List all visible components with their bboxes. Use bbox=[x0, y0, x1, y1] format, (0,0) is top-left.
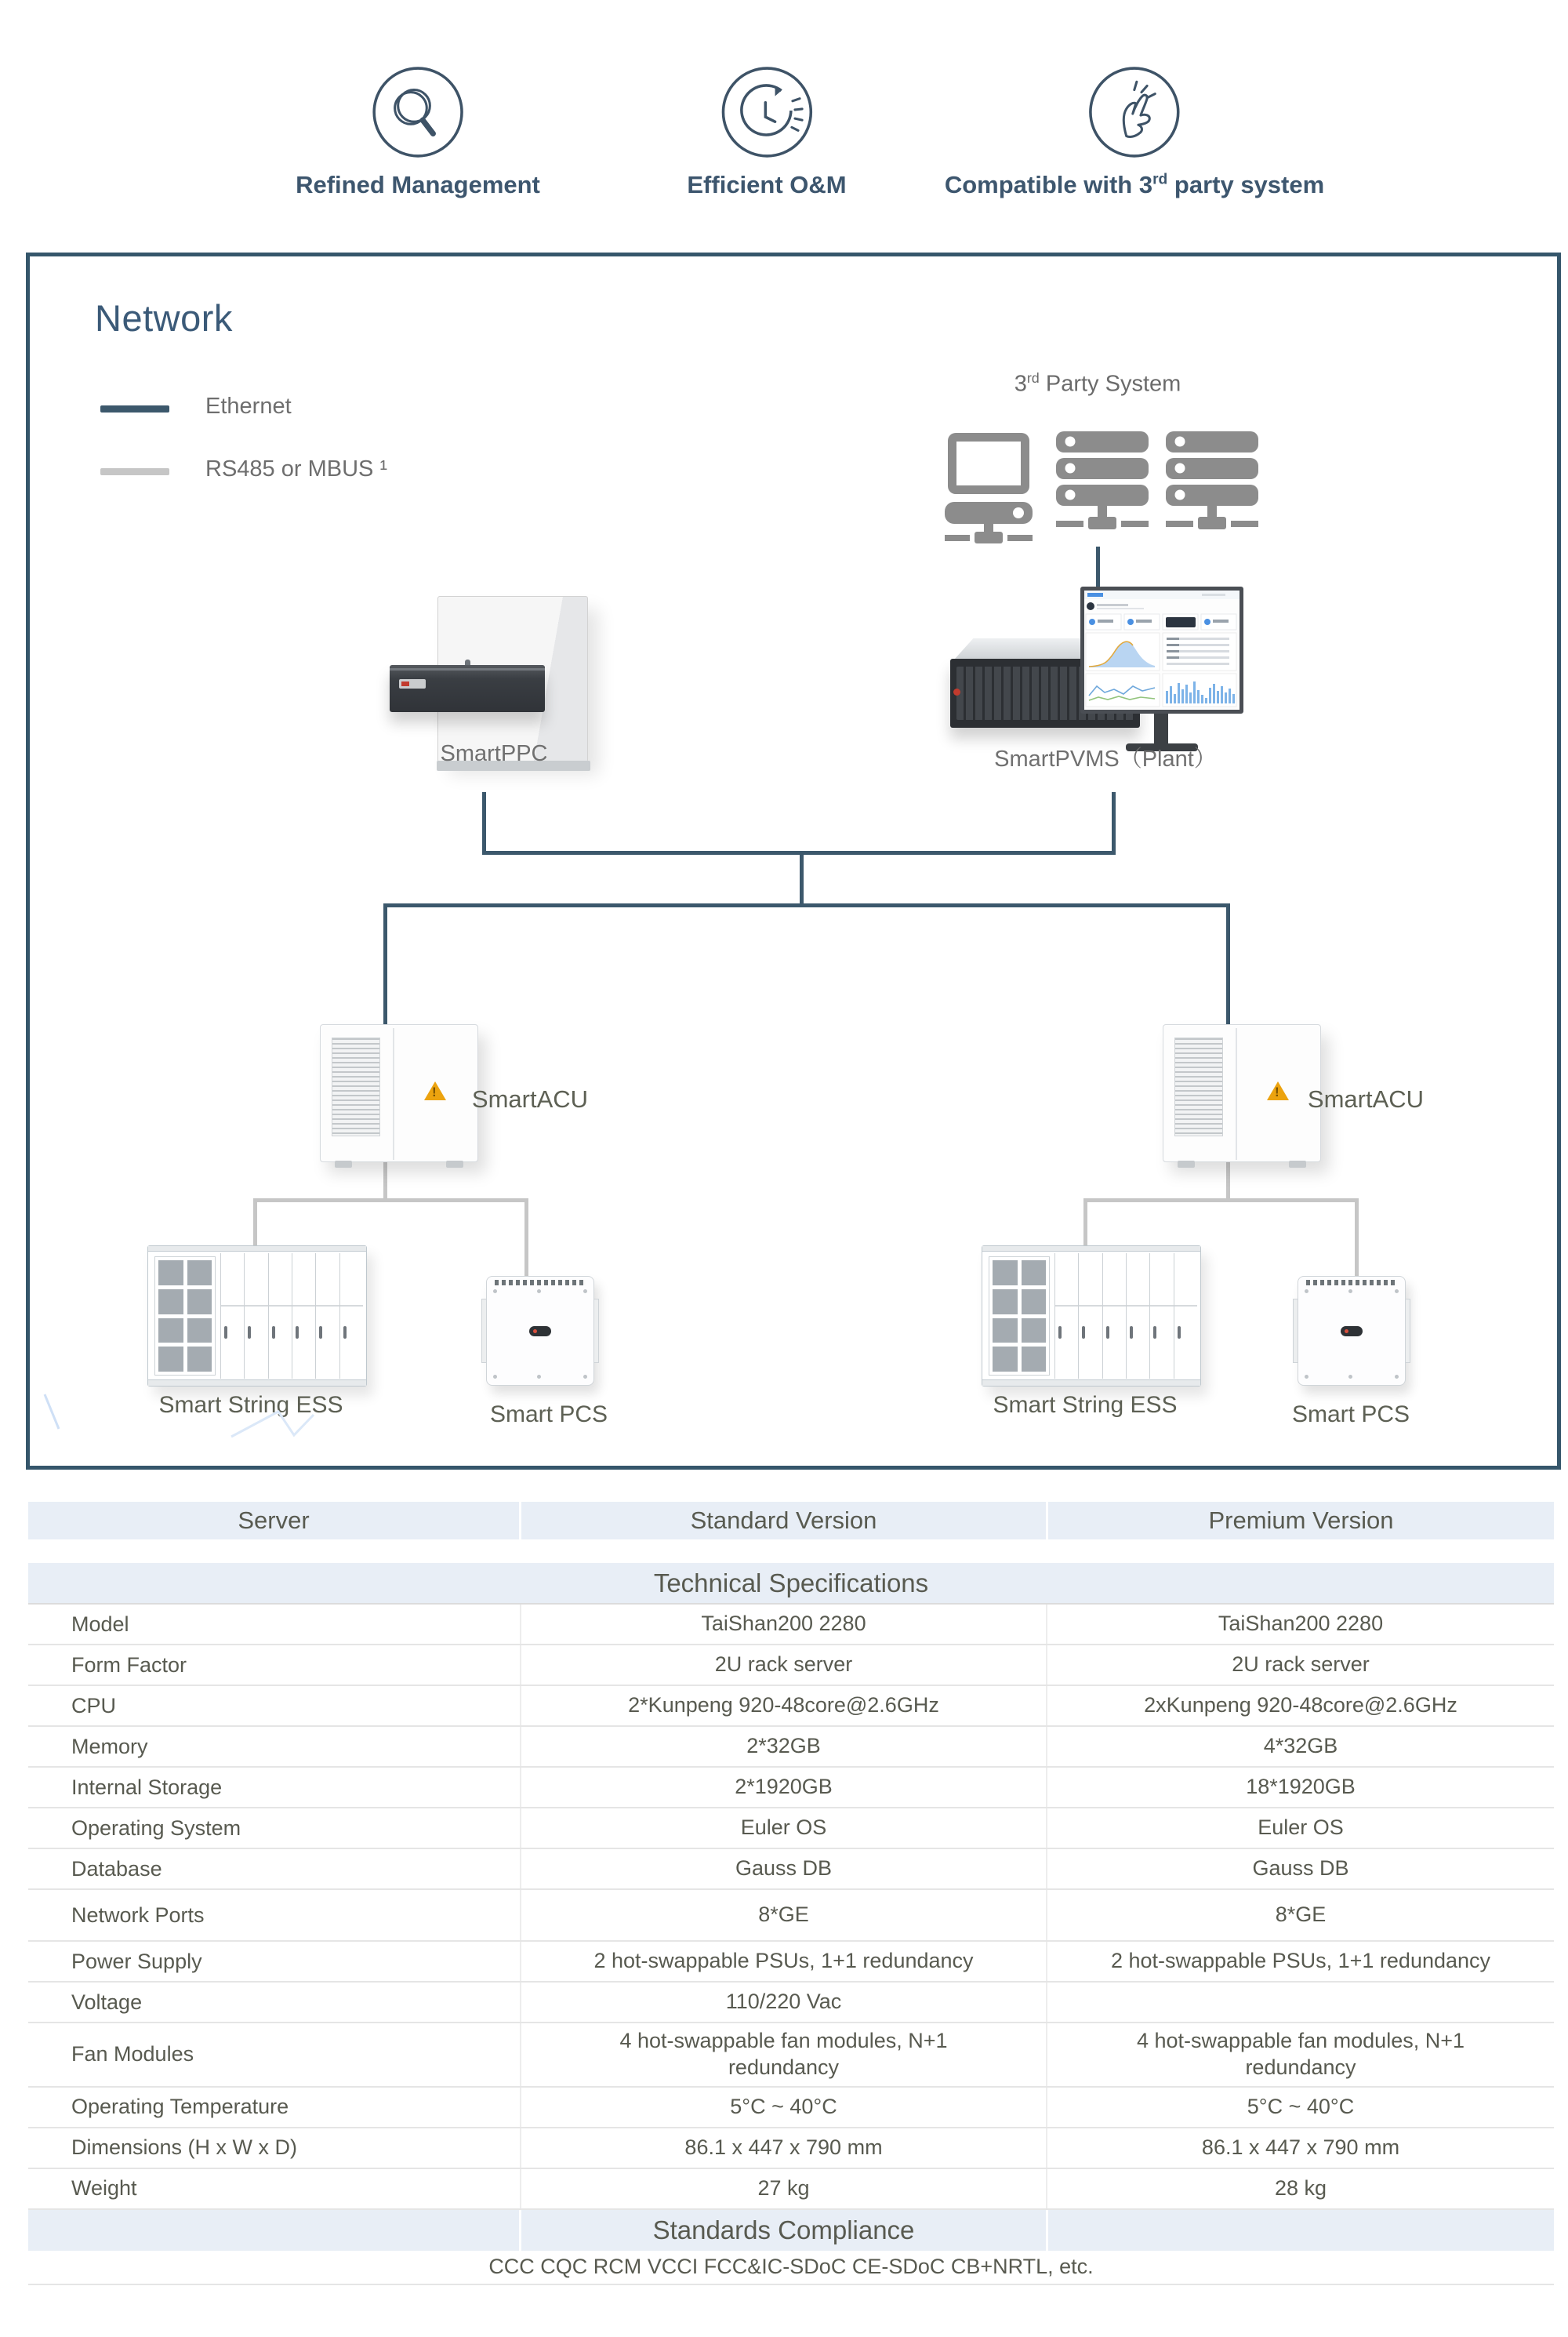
snap-fingers-icon bbox=[1087, 64, 1182, 160]
spec-cell: Network Ports bbox=[71, 1903, 205, 1927]
spec-cell: 28 kg bbox=[1046, 2169, 1554, 2208]
standards-compliance-band bbox=[28, 2210, 1554, 2251]
spec-row bbox=[28, 1727, 1554, 1768]
ess-right-label: Smart String ESS bbox=[993, 1392, 1178, 1418]
rs485-link bbox=[253, 1198, 528, 1202]
smart-pcs-right-image bbox=[1298, 1276, 1406, 1386]
smartacu-left-label: SmartACU bbox=[471, 1085, 589, 1113]
spec-cell: 2*32GB bbox=[520, 1727, 1046, 1766]
spec-row bbox=[28, 2128, 1554, 2169]
smartppc-server-image bbox=[390, 665, 545, 712]
spec-cell: Gauss DB bbox=[520, 1849, 1046, 1888]
spec-cell: 5°C ~ 40°C bbox=[520, 2088, 1046, 2127]
ethernet-link bbox=[1226, 907, 1230, 1025]
rs485-link bbox=[253, 1202, 257, 1246]
spec-cell: Voltage bbox=[71, 1990, 143, 2014]
ethernet-link bbox=[482, 792, 486, 853]
spec-cell: TaiShan200 2280 bbox=[520, 1605, 1046, 1644]
spec-row bbox=[28, 2023, 1554, 2088]
spec-row bbox=[28, 1890, 1554, 1942]
smartacu-right-label: SmartACU bbox=[1307, 1085, 1425, 1113]
feature-refined-management bbox=[296, 64, 540, 199]
standards-compliance-title: Standards Compliance bbox=[521, 2210, 1046, 2251]
spec-row bbox=[28, 1849, 1554, 1890]
spec-cell: 8*GE bbox=[1046, 1890, 1554, 1940]
spec-cell: 2U rack server bbox=[1046, 1645, 1554, 1685]
third-party-servers-icon bbox=[945, 431, 1258, 551]
watermark-strokes bbox=[35, 1388, 365, 1463]
network-title: Network bbox=[95, 297, 233, 339]
spec-cell: 2 hot-swappable PSUs, 1+1 redundancy bbox=[520, 1942, 1046, 1981]
ethernet-link bbox=[1112, 792, 1116, 853]
spec-cell: 4 hot-swappable fan modules, N+1 redundancy bbox=[520, 2023, 1046, 2086]
ess-left-label: Smart String ESS bbox=[158, 1392, 343, 1418]
spec-row bbox=[28, 1942, 1554, 1983]
spec-cell: Operating Temperature bbox=[71, 2095, 289, 2118]
spec-cell: Dimensions (H x W x D) bbox=[71, 2135, 298, 2159]
smartacu-left-image bbox=[320, 1024, 478, 1162]
rs485-link bbox=[1083, 1202, 1087, 1246]
rs485-link bbox=[383, 1161, 387, 1201]
rs485-legend-label: RS485 or MBUS ¹ bbox=[205, 456, 388, 482]
spec-cell: 2U rack server bbox=[520, 1645, 1046, 1685]
spec-cell: 8*GE bbox=[520, 1890, 1046, 1940]
spec-cell: Power Supply bbox=[71, 1949, 202, 1973]
spec-row bbox=[28, 2088, 1554, 2128]
spec-cell: 5°C ~ 40°C bbox=[1046, 2088, 1554, 2127]
feature-label: Refined Management bbox=[296, 171, 540, 198]
third-party-label: 3rd Party System bbox=[1014, 370, 1181, 397]
ethernet-link bbox=[482, 851, 1116, 855]
feature-label: Compatible with 3rd party system bbox=[944, 171, 1325, 198]
spec-cell: 27 kg bbox=[520, 2169, 1046, 2208]
spec-cell: Memory bbox=[71, 1734, 148, 1758]
magnifier-icon bbox=[370, 64, 466, 160]
spec-cell: Weight bbox=[71, 2176, 137, 2200]
smartacu-right-image bbox=[1163, 1024, 1321, 1162]
spec-cell: Fan Modules bbox=[71, 2042, 194, 2066]
ethernet-link bbox=[383, 907, 387, 1025]
spec-row bbox=[28, 1605, 1554, 1645]
section-title-technical-specifications: Technical Specifications bbox=[28, 1563, 1554, 1605]
warning-triangle-icon bbox=[1267, 1081, 1289, 1100]
spec-row bbox=[28, 1983, 1554, 2023]
pcs-left-label: Smart PCS bbox=[489, 1401, 608, 1427]
ethernet-link bbox=[383, 903, 1230, 907]
feature-efficient-om bbox=[687, 64, 846, 199]
spec-cell: Internal Storage bbox=[71, 1775, 223, 1799]
ethernet-line-swatch bbox=[100, 405, 169, 413]
smart-string-ess-right-image bbox=[982, 1245, 1201, 1387]
spec-row bbox=[28, 1768, 1554, 1808]
spec-cell: 86.1 x 447 x 790 mm bbox=[520, 2128, 1046, 2168]
spec-cell bbox=[1046, 1983, 1554, 2022]
ethernet-link bbox=[1096, 547, 1100, 591]
column-header-server: Server bbox=[28, 1502, 519, 1539]
spec-cell: Model bbox=[71, 1612, 129, 1636]
spec-cell: CPU bbox=[71, 1693, 117, 1717]
spec-cell: 4 hot-swappable fan modules, N+1 redundancy bbox=[1046, 2023, 1554, 2086]
column-header-standard: Standard Version bbox=[521, 1502, 1046, 1539]
rs485-line-swatch bbox=[100, 468, 169, 475]
warning-triangle-icon bbox=[424, 1081, 446, 1100]
spec-cell: 18*1920GB bbox=[1046, 1768, 1554, 1807]
spec-cell: Operating System bbox=[71, 1815, 241, 1840]
spec-cell: 86.1 x 447 x 790 mm bbox=[1046, 2128, 1554, 2168]
spec-cell: Euler OS bbox=[520, 1808, 1046, 1848]
column-header-premium: Premium Version bbox=[1048, 1502, 1554, 1539]
spec-cell: 2 hot-swappable PSUs, 1+1 redundancy bbox=[1046, 1942, 1554, 1981]
smart-string-ess-left-image bbox=[147, 1245, 367, 1387]
table-header-row bbox=[28, 1502, 1554, 1539]
spec-cell: 4*32GB bbox=[1046, 1727, 1554, 1766]
feature-compatible bbox=[945, 64, 1324, 199]
rs485-link bbox=[1083, 1198, 1359, 1202]
smartppc-label: SmartPPC bbox=[440, 741, 548, 766]
spec-row bbox=[28, 2169, 1554, 2210]
spec-table bbox=[28, 1502, 1554, 2285]
spec-cell: 110/220 Vac bbox=[520, 1983, 1046, 2022]
monitor-stand bbox=[1154, 714, 1168, 743]
ethernet-legend-label: Ethernet bbox=[205, 394, 292, 419]
spec-row bbox=[28, 1645, 1554, 1686]
spec-cell: 2*1920GB bbox=[520, 1768, 1046, 1807]
smart-pcs-left-image bbox=[486, 1276, 594, 1386]
spec-row bbox=[28, 1808, 1554, 1849]
rs485-link bbox=[524, 1202, 528, 1277]
spec-cell: TaiShan200 2280 bbox=[1046, 1605, 1554, 1644]
spec-cell: 2*Kunpeng 920-48core@2.6GHz bbox=[520, 1686, 1046, 1725]
rs485-link bbox=[1226, 1161, 1230, 1201]
spec-cell: 2xKunpeng 920-48core@2.6GHz bbox=[1046, 1686, 1554, 1725]
spec-row bbox=[28, 1686, 1554, 1727]
spec-cell: Euler OS bbox=[1046, 1808, 1554, 1848]
smartpvms-monitor-image bbox=[1080, 587, 1243, 714]
pcs-right-label: Smart PCS bbox=[1291, 1401, 1410, 1427]
clock-refresh-icon bbox=[719, 64, 815, 160]
standards-compliance-value: CCC CQC RCM VCCI FCC&IC-SDoC CE-SDoC CB+NRTL, etc. bbox=[28, 2251, 1554, 2285]
spec-cell: Form Factor bbox=[71, 1652, 187, 1677]
smartpvms-label: SmartPVMS（Plant） bbox=[994, 747, 1217, 772]
ethernet-link bbox=[800, 855, 804, 906]
spec-cell: Gauss DB bbox=[1046, 1849, 1554, 1888]
rs485-link bbox=[1355, 1202, 1359, 1277]
dashboard-screen bbox=[1084, 591, 1240, 710]
spec-cell: Database bbox=[71, 1856, 162, 1881]
feature-label: Efficient O&M bbox=[687, 171, 847, 198]
spec-rows bbox=[28, 1605, 1554, 2210]
